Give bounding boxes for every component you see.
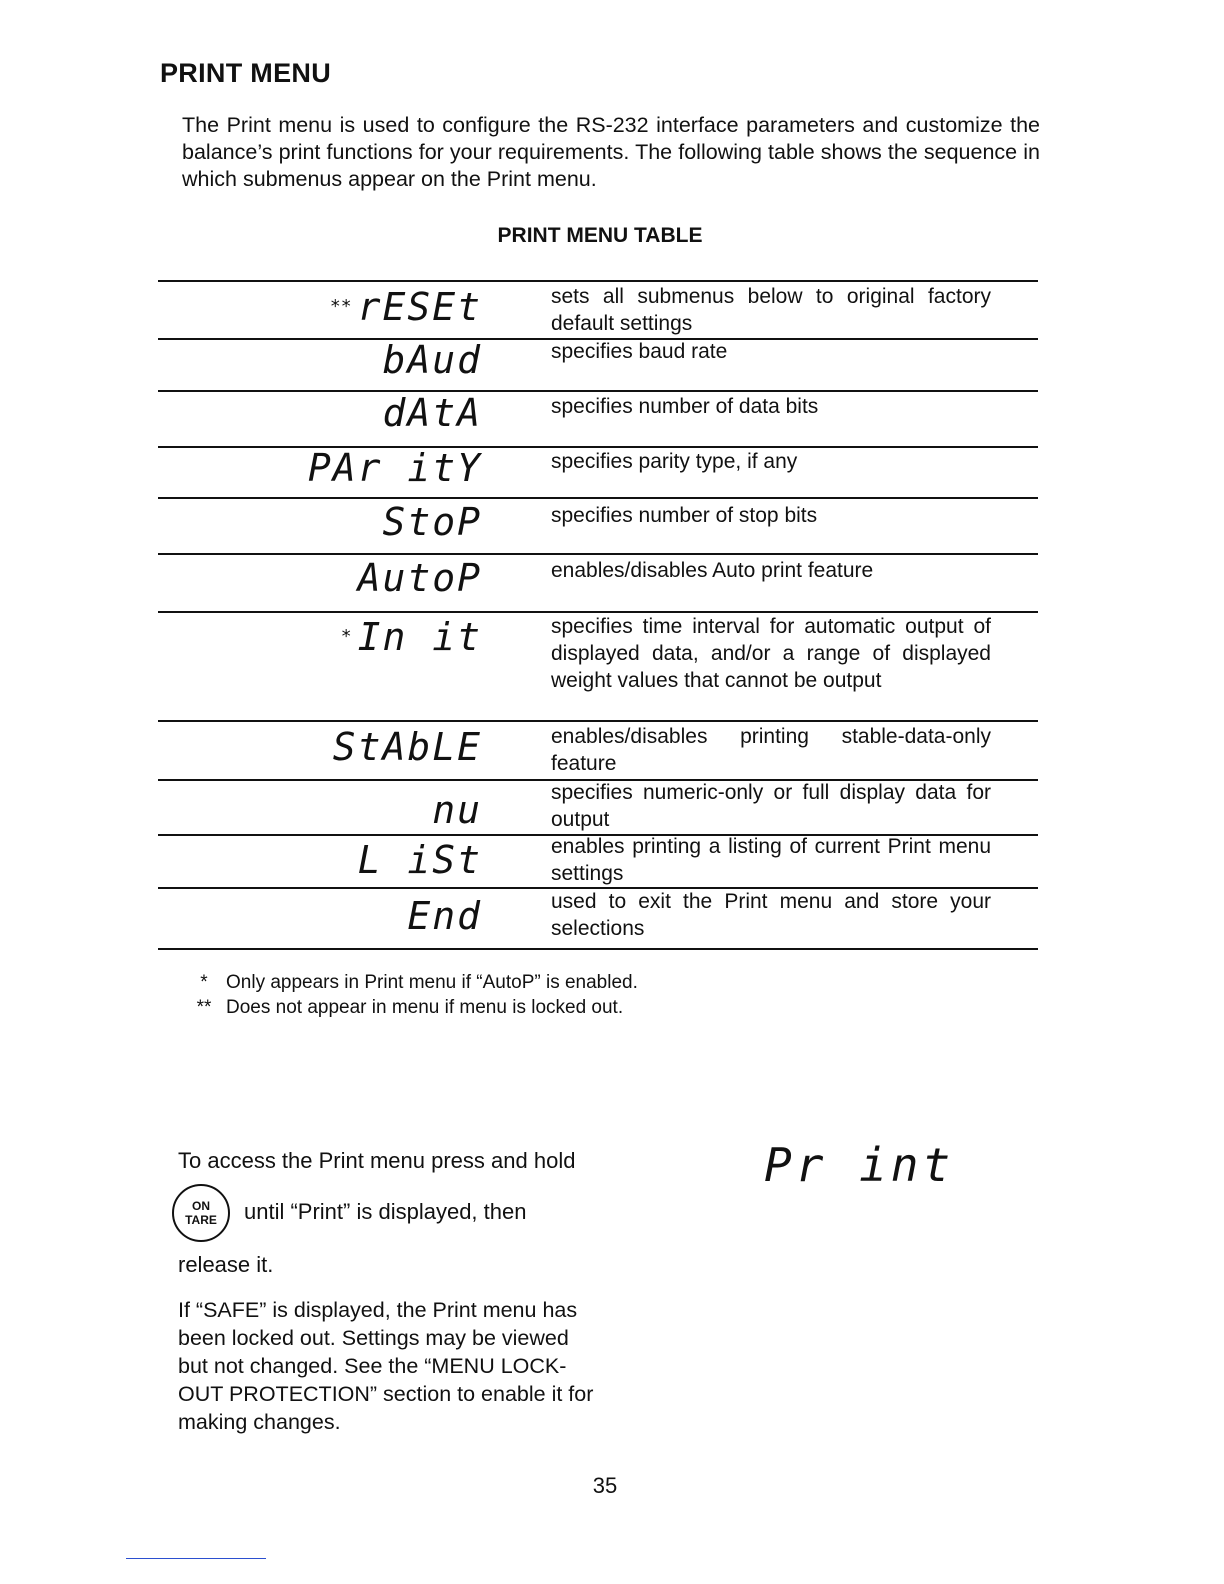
footnote: * Only appears in Print menu if “AutoP” is enabled. xyxy=(226,970,638,995)
access-instructions: To access the Print menu press and hold ON TARE until “Print” is displayed, then release it. xyxy=(178,1138,598,1288)
page-number: 35 xyxy=(592,1473,618,1498)
table-row-display: End xyxy=(407,894,482,938)
table-row-display: StAbLE xyxy=(332,725,482,769)
on-tare-button-icon: ON TARE xyxy=(172,1184,230,1242)
table-row-description: enables printing a listing of current Print menu settings xyxy=(551,835,991,885)
footnote-marker: * xyxy=(200,972,208,993)
table-row-description: specifies baud rate xyxy=(551,340,728,363)
table-row-description: used to exit the Print menu and store your selections xyxy=(551,890,991,940)
table-row-display: AutoP xyxy=(357,556,482,600)
table-row-description: enables/disables printing stable-data-only feature xyxy=(551,725,991,775)
safe-paragraph: If “SAFE” is displayed, the Print menu has been locked out. Settings may be viewed but not changed. See the “MENU LOCK-OUT PROTECTION” section to enable it for making changes. xyxy=(178,1298,594,1434)
table-row-display: nu xyxy=(432,788,482,832)
table-row-display: bAud xyxy=(382,338,482,382)
intro-paragraph: The Print menu is used to configure the RS-232 interface parameters and customize the balance’s print functions for your requirements. The following table shows the sequence in which submenus appear on the Print menu. xyxy=(182,113,1040,191)
table-row-description: specifies parity type, if any xyxy=(551,450,798,473)
footnote: ** Does not appear in menu if menu is locked out. xyxy=(226,995,623,1020)
footer-divider xyxy=(126,1558,266,1559)
table-row-display: L iSt xyxy=(357,838,482,882)
table-row-description: specifies time interval for automatic output of displayed data, and/or a range of displayed weight values that cannot be output xyxy=(551,615,991,692)
table-rule xyxy=(158,497,1038,499)
page-heading: PRINT MENU xyxy=(160,58,331,88)
table-rule xyxy=(158,280,1038,282)
table-rule xyxy=(158,553,1038,555)
footnote-marker: ** xyxy=(196,997,212,1018)
table-row-display: StoP xyxy=(382,500,482,544)
table-row-display: PAr itY xyxy=(307,446,482,490)
table-title: PRINT MENU TABLE xyxy=(497,224,703,247)
table-row-description: specifies numeric-only or full display data for output xyxy=(551,781,991,831)
print-display-readout: Pr int xyxy=(764,1138,955,1192)
table-rule xyxy=(158,720,1038,722)
table-row-description: enables/disables Auto print feature xyxy=(551,559,874,582)
table-rule xyxy=(158,948,1038,950)
table-row-display: * In it xyxy=(340,615,482,659)
table-row-display: ** rESEt xyxy=(329,285,482,329)
table-rule xyxy=(158,390,1038,392)
table-row-description: specifies number of data bits xyxy=(551,395,819,418)
table-row-description: specifies number of stop bits xyxy=(551,504,818,527)
table-row-display: dAtA xyxy=(382,391,482,435)
table-row-description: sets all submenus below to original factory default settings xyxy=(551,285,991,335)
